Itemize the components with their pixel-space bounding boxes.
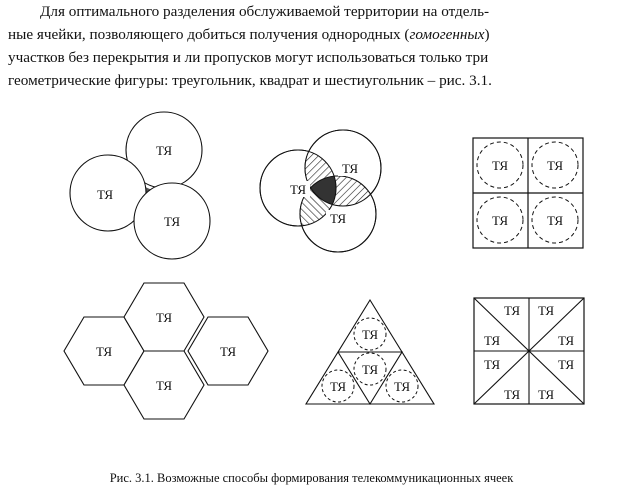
cell-label: ТЯ: [95, 344, 113, 359]
paragraph-line-3: участков без перекрытия и ли пропусков могут использоваться только три: [8, 49, 489, 66]
cell-label: ТЯ: [329, 211, 347, 226]
cell-label: ТЯ: [546, 213, 564, 228]
figure-caption: Рис. 3.1. Возможные способы формирования телекоммуникационных ячеек: [109, 471, 514, 485]
paragraph-line-4: геометрические фигуры: треугольник, квадрат и шестиугольник – рис. 3.1.: [8, 72, 492, 89]
cell-label: ТЯ: [361, 327, 379, 342]
cell-label: ТЯ: [483, 333, 501, 348]
cell-label: ТЯ: [557, 357, 575, 372]
paragraph-line-2: ные ячейки, позволяющего добиться получения однородных (гомогенных): [8, 26, 490, 43]
italic-term: гомогенных: [409, 26, 485, 43]
cell-label: ТЯ: [546, 158, 564, 173]
cell-label: ТЯ: [155, 310, 173, 325]
cell-label: ТЯ: [483, 357, 501, 372]
cell-label: ТЯ: [503, 387, 521, 402]
cell-label: ТЯ: [219, 344, 237, 359]
hexagon-diagram: [64, 283, 268, 419]
cell-label: ТЯ: [393, 379, 411, 394]
cell-figure: [0, 105, 623, 425]
cell-label: ТЯ: [163, 214, 181, 229]
intro-paragraph: [8, 0, 623, 92]
tangent-circles-diagram: [70, 112, 210, 259]
cell-label: ТЯ: [491, 158, 509, 173]
cell-label: ТЯ: [155, 143, 173, 158]
cell-label: ТЯ: [289, 182, 307, 197]
cell-label: ТЯ: [361, 362, 379, 377]
cell-label: ТЯ: [491, 213, 509, 228]
cell-label: ТЯ: [155, 378, 173, 393]
cell-label: ТЯ: [537, 387, 555, 402]
square-grid-diagram: [473, 138, 583, 248]
cell-label: ТЯ: [341, 161, 359, 176]
cell-label: ТЯ: [503, 303, 521, 318]
diagonal-square-diagram: [474, 298, 584, 404]
cell-label: ТЯ: [537, 303, 555, 318]
cell-label: ТЯ: [96, 187, 114, 202]
cell-label: ТЯ: [557, 333, 575, 348]
overlapping-circles-diagram: [260, 130, 381, 252]
triangle-diagram: [306, 300, 434, 404]
paragraph-line-1: Для оптимального разделения обслуживаемой территории на отдель-: [40, 3, 490, 20]
cell-label: ТЯ: [329, 379, 347, 394]
